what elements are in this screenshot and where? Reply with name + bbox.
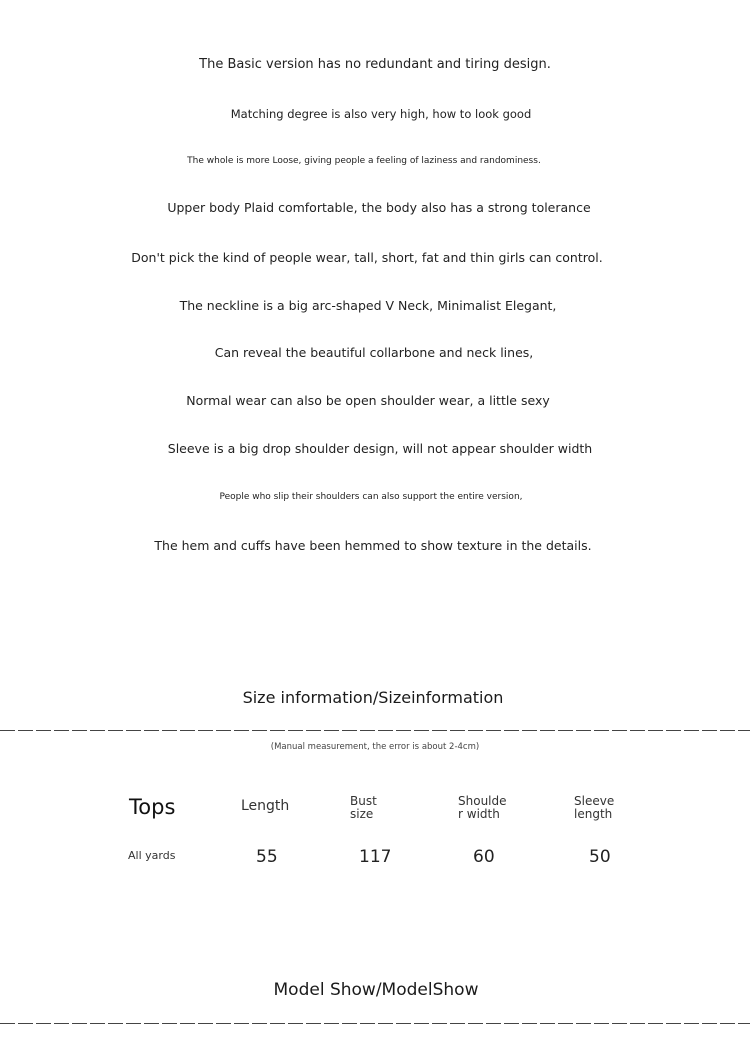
size-table-sleeve-header-line-1: Sleeve: [574, 794, 615, 808]
description-line-6: The neckline is a big arc-shaped V Neck, Minimalist Elegant,: [179, 298, 557, 313]
description-line-5: Don't pick the kind of people wear, tall, short, fat and thin girls can control.: [131, 250, 603, 265]
size-row-label: All yards: [128, 849, 176, 862]
measurement-note: (Manual measurement, the error is about 2-4cm): [270, 742, 480, 752]
description-line-2: Matching degree is also very high, how to look good: [230, 107, 532, 121]
size-table-length-header: Length: [241, 798, 290, 814]
description-line-1: The Basic version has no redundant and tiring design.: [199, 57, 551, 72]
size-table-shoulder-header-line-1: Shoulde: [458, 794, 507, 808]
size-row-shoulder: 60: [473, 847, 495, 867]
size-table-sleeve-header-line-2: length: [574, 807, 613, 821]
model-section-divider: [0, 1023, 750, 1024]
size-table-shoulder-header-line-2: r width: [458, 807, 500, 821]
description-line-10: People who slip their shoulders can also support the entire version,: [219, 492, 523, 502]
size-table-bust-header-line-1: Bust: [350, 794, 377, 808]
description-line-4: Upper body Plaid comfortable, the body also has a strong tolerance: [167, 200, 591, 215]
description-line-7: Can reveal the beautiful collarbone and neck lines,: [214, 345, 534, 360]
description-line-8: Normal wear can also be open shoulder wear, a little sexy: [186, 393, 550, 408]
size-section-title: Size information/Sizeinformation: [242, 688, 504, 707]
size-row-sleeve: 50: [589, 847, 611, 867]
model-section-title: Model Show/ModelShow: [273, 980, 479, 1000]
size-table-category-header: Tops: [129, 795, 176, 819]
size-table-sleeve-header: [574, 795, 614, 821]
size-section-divider: [0, 730, 750, 731]
description-line-11: The hem and cuffs have been hemmed to show texture in the details.: [154, 538, 592, 553]
size-row-bust: 117: [359, 847, 392, 867]
description-line-3: The whole is more Loose, giving people a feeling of laziness and randominess.: [187, 156, 541, 166]
description-line-9: Sleeve is a big drop shoulder design, will not appear shoulder width: [167, 441, 593, 456]
size-table-bust-header: [350, 795, 377, 821]
size-table-bust-header-line-2: size: [350, 807, 374, 821]
size-table-shoulder-header: [458, 795, 507, 821]
size-row-length: 55: [256, 847, 278, 867]
